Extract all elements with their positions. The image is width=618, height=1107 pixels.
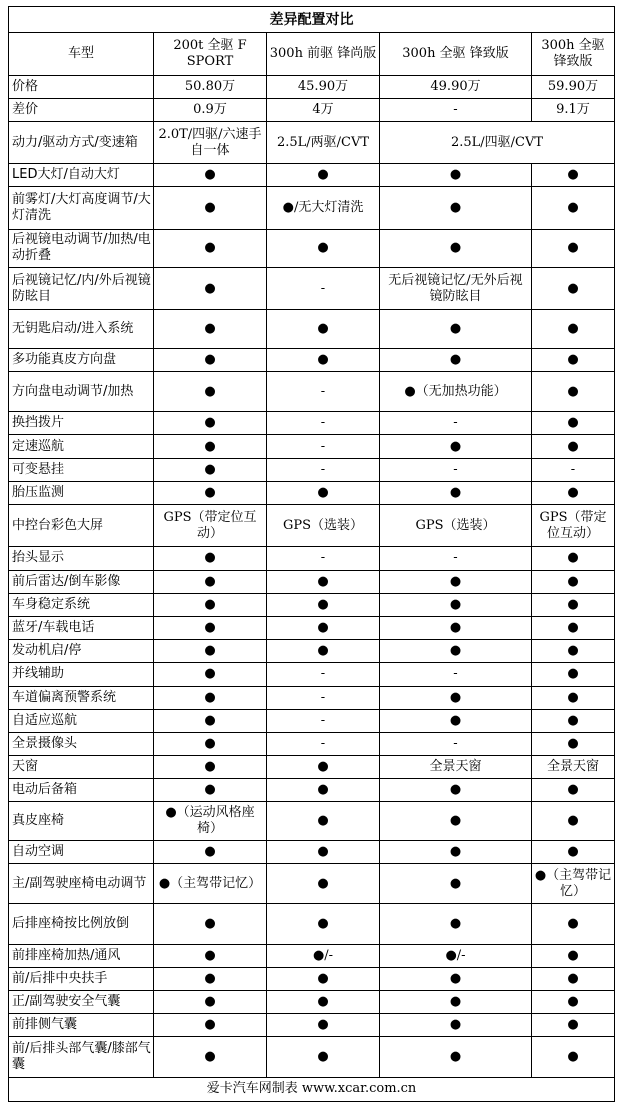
table-cell: GPS（带定位互动） [154,505,267,547]
table-cell: - [267,732,380,755]
table-cell: ● [380,640,532,663]
table-row [9,663,615,686]
table-cell: ● [154,435,267,458]
table-cell: GPS（选装） [267,505,380,547]
table-row [9,164,615,187]
table-cell: - [267,435,380,458]
table-row [9,967,615,990]
table-cell: ● [154,412,267,435]
table-cell: ● [154,229,267,267]
row-label: 无钥匙启动/进入系统 [9,310,154,348]
table-cell: ● [380,967,532,990]
table-row [9,593,615,616]
row-label: 电动后备箱 [9,779,154,802]
table-row [9,505,615,547]
table-cell: ● [532,268,615,310]
table-cell: ● [532,967,615,990]
row-label: 车身稳定系统 [9,593,154,616]
table-cell: ● [154,547,267,570]
table-cell: ● [532,663,615,686]
table-cell: ● [532,944,615,967]
table-cell: ● [267,802,380,840]
table-cell: - [532,458,615,481]
table-row [9,944,615,967]
table-row [9,412,615,435]
table-cell: ● [532,1037,615,1077]
table-cell: ● [532,435,615,458]
table-cell: ● [380,779,532,802]
table-cell: ● [154,732,267,755]
table-cell: ● [267,229,380,267]
table-row [9,779,615,802]
row-label: 可变悬挂 [9,458,154,481]
table-cell: 59.90万 [532,75,615,98]
table-cell: 2.5L/四驱/CVT [380,121,615,163]
table-cell: GPS（选装） [380,505,532,547]
table-cell: ● [532,570,615,593]
row-label: 胎压监测 [9,481,154,504]
table-cell: ● [380,1037,532,1077]
table-cell: ● [154,481,267,504]
table-cell: ● [154,967,267,990]
table-cell: ● [532,990,615,1013]
row-label: 定速巡航 [9,435,154,458]
row-label: 前/后排头部气囊/膝部气囊 [9,1037,154,1077]
table-cell: ● [532,732,615,755]
table-cell: ● [154,904,267,944]
table-cell: ●/- [380,944,532,967]
table-row [9,547,615,570]
row-label: 天窗 [9,756,154,779]
table-cell: ● [380,348,532,371]
table-cell: - [380,98,532,121]
table-cell: - [267,663,380,686]
table-cell: 无后视镜记忆/无外后视镜防眩目 [380,268,532,310]
comparison-table [8,6,615,1102]
table-row [9,310,615,348]
table-cell: ● [380,435,532,458]
table-row [9,570,615,593]
row-label: 真皮座椅 [9,802,154,840]
footer-credit: 爱卡汽车网制表 www.xcar.com.cn [9,1077,615,1101]
row-label: 后视镜记忆/内/外后视镜防眩目 [9,268,154,310]
row-label: 前/后排中央扶手 [9,967,154,990]
table-row [9,863,615,903]
table-cell: ● [532,840,615,863]
row-label: LED大灯/自动大灯 [9,164,154,187]
table-row [9,458,615,481]
table-cell: 4万 [267,98,380,121]
table-row [9,616,615,639]
table-cell: ● [532,709,615,732]
table-row [9,756,615,779]
table-cell: ● [154,756,267,779]
header-model-1: 200t 全驱 F SPORT [154,33,267,75]
table-cell: ● [267,348,380,371]
row-label: 后视镜电动调节/加热/电动折叠 [9,229,154,267]
row-label: 前排座椅加热/通风 [9,944,154,967]
row-label: 抬头显示 [9,547,154,570]
table-cell: ● [154,686,267,709]
table-cell: ● [532,593,615,616]
table-cell: ●（主驾带记忆） [532,863,615,903]
table-cell: ● [532,640,615,663]
table-body [9,7,615,1102]
table-cell: ●/无大灯清洗 [267,187,380,229]
row-label: 全景摄像头 [9,732,154,755]
table-cell: ● [267,164,380,187]
table-cell: - [380,663,532,686]
table-cell: ● [532,412,615,435]
table-cell: ● [380,904,532,944]
table-cell: ● [532,547,615,570]
table-cell: ●（无加热功能） [380,371,532,411]
table-cell: ● [267,1037,380,1077]
header-row [9,33,615,75]
title-row [9,7,615,33]
table-row [9,75,615,98]
table-cell: ● [380,187,532,229]
table-cell: - [267,412,380,435]
table-cell: - [380,458,532,481]
table-cell: ● [532,616,615,639]
table-cell: ● [154,840,267,863]
table-cell: ● [154,709,267,732]
table-cell: ● [380,310,532,348]
row-label: 中控台彩色大屏 [9,505,154,547]
table-cell: ● [267,1014,380,1037]
table-row [9,1014,615,1037]
table-cell: ● [154,348,267,371]
table-cell: ● [267,840,380,863]
table-cell: ● [154,458,267,481]
row-label: 差价 [9,98,154,121]
header-model-4: 300h 全驱 锋致版 [532,33,615,75]
table-cell: - [267,709,380,732]
row-label: 并线辅助 [9,663,154,686]
table-row [9,229,615,267]
table-title: 差异配置对比 [9,7,615,33]
table-cell: - [267,268,380,310]
table-cell: - [267,458,380,481]
table-cell: - [267,547,380,570]
table-cell: ● [380,229,532,267]
table-cell: ● [154,310,267,348]
row-label: 前雾灯/大灯高度调节/大灯清洗 [9,187,154,229]
row-label: 多功能真皮方向盘 [9,348,154,371]
table-cell: - [380,412,532,435]
table-cell: ● [154,371,267,411]
table-cell: 2.5L/两驱/CVT [267,121,380,163]
table-cell: ● [267,593,380,616]
table-cell: ● [154,593,267,616]
table-cell: ● [154,779,267,802]
table-cell: ● [380,616,532,639]
row-label: 前后雷达/倒车影像 [9,570,154,593]
table-cell: ● [267,640,380,663]
table-cell: ● [532,164,615,187]
table-cell: ● [154,944,267,967]
header-model-3: 300h 全驱 锋致版 [380,33,532,75]
table-cell: ● [154,268,267,310]
row-label: 自动空调 [9,840,154,863]
table-cell: ● [532,348,615,371]
table-cell: ● [154,164,267,187]
table-cell: ● [154,616,267,639]
table-row [9,1037,615,1077]
table-row [9,802,615,840]
table-row [9,640,615,663]
row-label: 方向盘电动调节/加热 [9,371,154,411]
table-cell: ●/- [267,944,380,967]
row-label: 车道偏离预警系统 [9,686,154,709]
table-row [9,98,615,121]
table-cell: ● [267,990,380,1013]
row-label: 动力/驱动方式/变速箱 [9,121,154,163]
table-cell: - [380,547,532,570]
table-cell: ●（运动风格座椅） [154,802,267,840]
table-cell: ● [380,709,532,732]
table-cell: ● [267,616,380,639]
header-model-2: 300h 前驱 锋尚版 [267,33,380,75]
table-cell: 全景天窗 [532,756,615,779]
table-cell: ● [267,570,380,593]
table-cell: ● [380,164,532,187]
table-row [9,732,615,755]
table-cell: ● [267,779,380,802]
table-cell: ● [154,1037,267,1077]
table-cell: ● [380,990,532,1013]
table-cell: GPS（带定位互动） [532,505,615,547]
row-label: 后排座椅按比例放倒 [9,904,154,944]
row-label: 主/副驾驶座椅电动调节 [9,863,154,903]
row-label: 蓝牙/车载电话 [9,616,154,639]
table-cell: ● [154,187,267,229]
table-row [9,348,615,371]
table-cell: ● [380,570,532,593]
table-cell: 49.90万 [380,75,532,98]
table-cell: ● [267,756,380,779]
row-label: 自适应巡航 [9,709,154,732]
table-cell: ● [532,1014,615,1037]
table-cell: ● [267,967,380,990]
table-cell: ● [267,310,380,348]
table-cell: ● [154,990,267,1013]
table-cell: 全景天窗 [380,756,532,779]
table-cell: ● [532,371,615,411]
table-row [9,481,615,504]
table-cell: ● [154,640,267,663]
table-cell: ● [267,904,380,944]
table-row [9,435,615,458]
table-cell: ● [154,663,267,686]
table-cell: ● [532,229,615,267]
table-row [9,990,615,1013]
table-cell: ● [154,570,267,593]
row-label: 前排侧气囊 [9,1014,154,1037]
table-row [9,268,615,310]
row-label: 价格 [9,75,154,98]
table-cell: ● [532,481,615,504]
table-row [9,840,615,863]
table-cell: ● [380,863,532,903]
table-row [9,904,615,944]
table-row [9,686,615,709]
table-cell: ● [532,187,615,229]
footer-row [9,1077,615,1101]
row-label: 正/副驾驶安全气囊 [9,990,154,1013]
table-cell: ● [267,863,380,903]
table-cell: ● [380,1014,532,1037]
table-cell: ● [380,481,532,504]
table-cell: ● [380,686,532,709]
table-cell: ● [380,802,532,840]
table-row [9,709,615,732]
table-cell: ● [380,593,532,616]
table-cell: 9.1万 [532,98,615,121]
table-cell: - [267,371,380,411]
table-cell: 2.0T/四驱/六速手自一体 [154,121,267,163]
table-cell: ● [532,310,615,348]
table-cell: ● [154,1014,267,1037]
table-cell: ● [380,840,532,863]
table-cell: - [380,732,532,755]
table-cell: 45.90万 [267,75,380,98]
table-cell: - [267,686,380,709]
table-cell: ● [267,481,380,504]
table-cell: 50.80万 [154,75,267,98]
table-cell: 0.9万 [154,98,267,121]
table-cell: ● [532,802,615,840]
table-cell: ● [532,904,615,944]
row-label: 发动机启/停 [9,640,154,663]
table-cell: ● [532,686,615,709]
table-cell: ● [532,779,615,802]
table-row [9,121,615,163]
row-label: 换挡拨片 [9,412,154,435]
header-label: 车型 [9,33,154,75]
table-row [9,187,615,229]
table-row [9,371,615,411]
table-cell: ●（主驾带记忆） [154,863,267,903]
